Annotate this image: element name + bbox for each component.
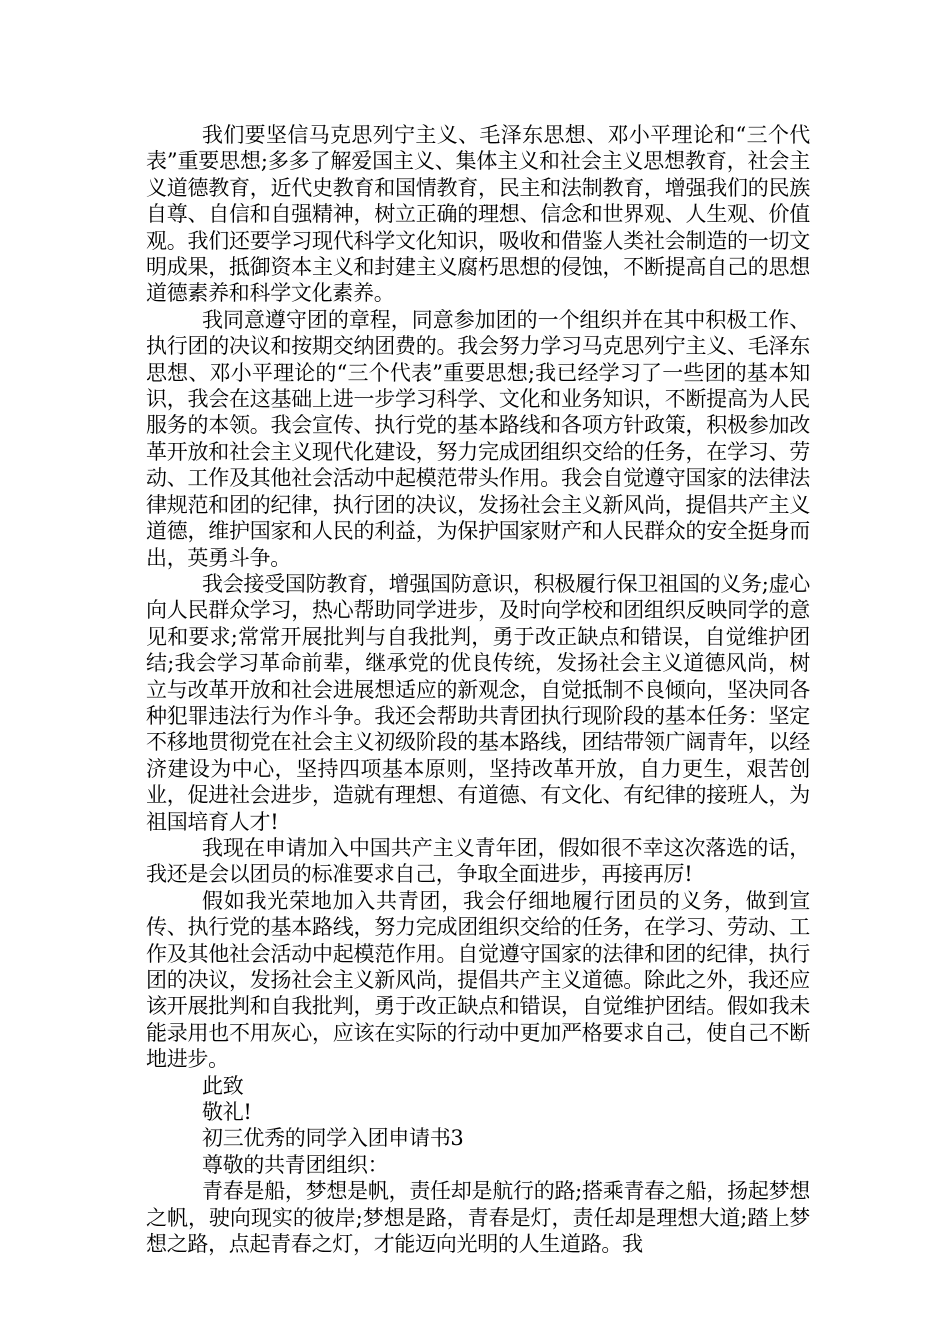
document-body xyxy=(146,122,810,1257)
section-title: 初三优秀的同学入团申请书3 xyxy=(202,1126,464,1151)
closing-line-1: 此致 xyxy=(202,1073,244,1098)
closing-line-2: 敬礼! xyxy=(202,1100,252,1125)
paragraph-charter: 我同意遵守团的章程，同意参加团的一个组织并在其中积极工作、执行团的决议和按期交纳团费的。我会努力学习马克思列宁主义、毛泽东思想、邓小平理论的“三个代表”重要思想;我已经学习了一些团的基本知识，我会在这基础上进一步学习科学、文化和业务知识，不断提高为人民服务的本领。我会宣传、执行党的基本路线和各项方针政策，积极参加改革开放和社会主义现代化建设，努力完成团组织交给的任务，在学习、劳动、工作及其他社会活动中起模范带头作用。我会自觉遵守国家的法律法律规范和团的纪律，执行团的决议，发扬社会主义新风尚，提倡共产主义道德，维护国家和人民的利益，为保护国家财产和人民群众的安全挺身而出，英勇斗争。 xyxy=(146,307,810,570)
paragraph-application: 我现在申请加入中国共产主义青年团，假如很不幸这次落选的话，我还是会以团员的标准要求自己，争取全面进步，再接再厉! xyxy=(146,835,810,887)
paragraph-commitment: 假如我光荣地加入共青团，我会仔细地履行团员的义务，做到宣传、执行党的基本路线，努力完成团组织交给的任务，在学习、劳动、工作及其他社会活动中起模范作用。自觉遵守国家的法律和团的纪律，执行团的决议，发扬社会主义新风尚，提倡共产主义道德。除此之外，我还应该开展批判和自我批判，勇于改正缺点和错误，自觉维护团结。假如我未能录用也不用灰心，应该在实际的行动中更加严格要求自己，使自己不断地进步。 xyxy=(146,888,810,1072)
paragraph-ideology: 我们要坚信马克思列宁主义、毛泽东思想、邓小平理论和“三个代表”重要思想;多多了解爱国主义、集体主义和社会主义思想教育，社会主义道德教育，近代史教育和国情教育，民主和法制教育，增强我们的民族自尊、自信和自强精神，树立正确的理想、信念和世界观、人生观、价值观。我们还要学习现代科学文化知识，吸收和借鉴人类社会制造的一切文明成果，抵御资本主义和封建主义腐朽思想的侵蚀，不断提高自己的思想道德素养和科学文化素养。 xyxy=(146,123,810,306)
paragraph-defense: 我会接受国防教育，增强国防意识，积极履行保卫祖国的义务;虚心向人民群众学习，热心帮助同学进步，及时向学校和团组织反映同学的意见和要求;常常开展批判与自我批判，勇于改正缺点和错误，自觉维护团结;我会学习革命前辈，继承党的优良传统，发扬社会主义道德风尚，树立与改革开放和社会进展想适应的新观念，自觉抵制不良倾向，坚决同各种犯罪违法行为作斗争。我还会帮助共青团执行现阶段的基本任务：坚定不移地贯彻党在社会主义初级阶段的基本路线，团结带领广阔青年，以经济建设为中心，坚持四项基本原则，坚持改革开放，自力更生，艰苦创业，促进社会进步，造就有理想、有道德、有文化、有纪律的接班人，为祖国培育人才! xyxy=(146,571,810,834)
salutation: 尊敬的共青团组织： xyxy=(202,1152,389,1177)
paragraph-youth: 青春是船，梦想是帆，责任却是航行的路;搭乘青春之船，扬起梦想之帆，驶向现实的彼岸;梦想是路，青春是灯，责任却是理想大道;踏上梦想之路，点起青春之灯，才能迈向光明的人生道路。我 xyxy=(146,1179,810,1257)
